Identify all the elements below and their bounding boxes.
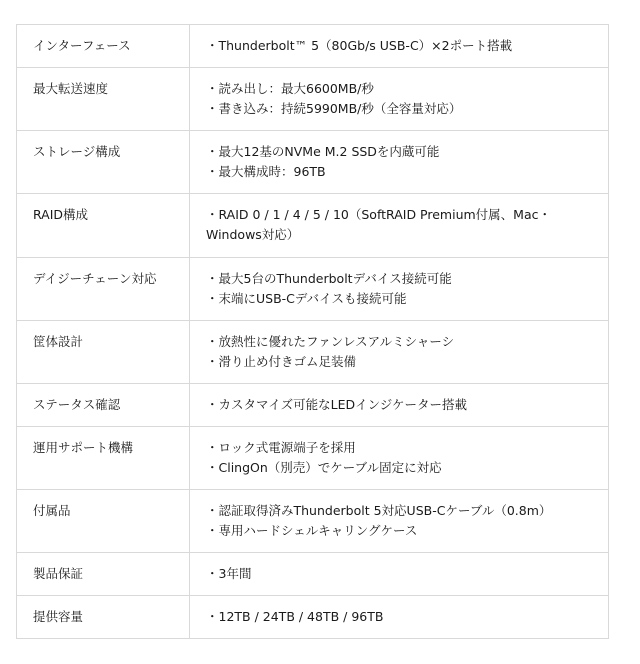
spec-value (190, 258, 609, 321)
spec-value (190, 427, 609, 490)
spec-value-line: ・放熱性に優れたファンレスアルミシャーシ (206, 334, 455, 349)
spec-value-line: ・滑り止め付きゴム足装備 (206, 354, 357, 369)
spec-value (190, 25, 609, 68)
table-row (17, 427, 609, 490)
table-row (17, 384, 609, 427)
spec-table (16, 24, 609, 639)
spec-label: ストレージ構成 (17, 131, 190, 194)
spec-label: 運用サポート機構 (17, 427, 190, 490)
spec-value (190, 490, 609, 553)
spec-label: ステータス確認 (17, 384, 190, 427)
spec-value (190, 68, 609, 131)
spec-value-line: ・ロック式電源端子を採用 (206, 440, 356, 455)
table-row (17, 194, 609, 258)
table-row (17, 596, 609, 639)
spec-value-line: ・読み出し：最大6600MB/秒 (206, 81, 374, 96)
table-row (17, 258, 609, 321)
spec-value (190, 384, 609, 427)
spec-value (190, 194, 609, 258)
spec-value (190, 553, 609, 596)
spec-value-line: ・3年間 (206, 566, 252, 581)
spec-value (190, 321, 609, 384)
spec-value-line: ・12TB / 24TB / 48TB / 96TB (206, 609, 384, 624)
spec-value-line: ・最大構成時：96TB (206, 164, 326, 179)
table-row (17, 25, 609, 68)
spec-value-line: ・専用ハードシェルキャリングケース (206, 523, 418, 538)
table-row (17, 68, 609, 131)
spec-value-line: ・最大5台のThunderboltデバイス接続可能 (206, 271, 452, 286)
spec-value-line: ・認証取得済みThunderbolt 5対応USB-Cケーブル（0.8m） (206, 503, 552, 518)
spec-label: インターフェース (17, 25, 190, 68)
spec-label: RAID構成 (17, 194, 190, 258)
spec-label: 筐体設計 (17, 321, 190, 384)
spec-value (190, 596, 609, 639)
spec-value (190, 131, 609, 194)
spec-label: デイジーチェーン対応 (17, 258, 190, 321)
spec-value-line: ・RAID 0 / 1 / 4 / 5 / 10（SoftRAID Premium付属、Mac・Windows対応） (206, 207, 551, 242)
table-row (17, 490, 609, 553)
spec-label: 付属品 (17, 490, 190, 553)
spec-value-line: ・カスタマイズ可能なLEDインジケーター搭載 (206, 397, 468, 412)
spec-value-line: ・最大12基のNVMe M.2 SSDを内蔵可能 (206, 144, 440, 159)
table-row (17, 553, 609, 596)
spec-label: 製品保証 (17, 553, 190, 596)
spec-label: 最大転送速度 (17, 68, 190, 131)
spec-label: 提供容量 (17, 596, 190, 639)
spec-value-line: ・末端にUSB-Cデバイスも接続可能 (206, 291, 407, 306)
spec-value-line: ・書き込み：持続5990MB/秒（全容量対応） (206, 101, 462, 116)
spec-value-line: ・Thunderbolt™ 5（80Gb/s USB-C）×2ポート搭載 (206, 38, 513, 53)
table-row (17, 131, 609, 194)
spec-value-line: ・ClingOn（別売）でケーブル固定に対応 (206, 460, 442, 475)
table-row (17, 321, 609, 384)
